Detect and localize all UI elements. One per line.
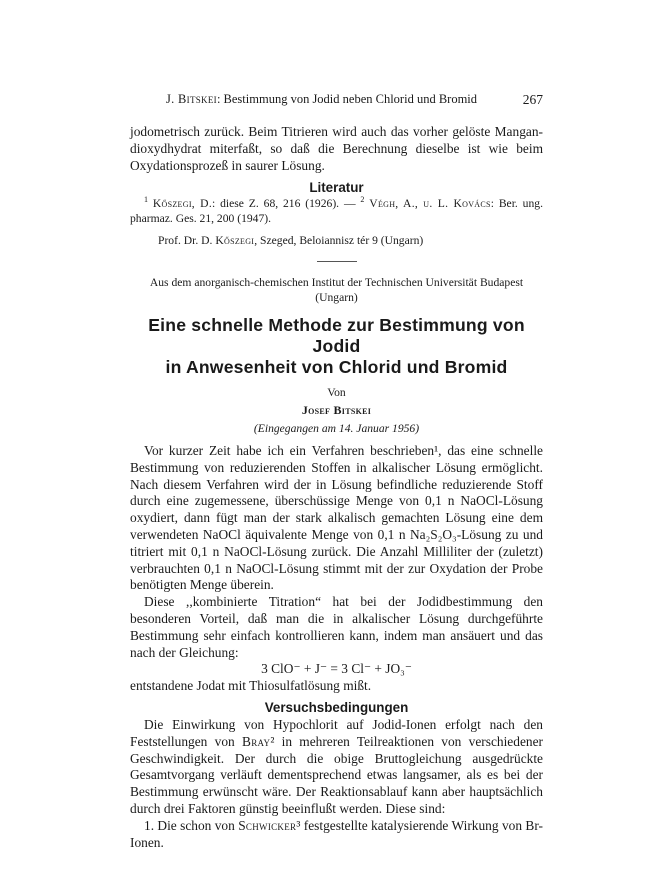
institution-line: Aus dem anorganisch-chemischen Institut der Technischen Universität Budapest (Ungarn)	[149, 276, 524, 304]
references	[130, 197, 543, 226]
para5-start: 1. Die schon von	[144, 817, 239, 833]
para5-name: Schwicker	[238, 817, 297, 833]
running-title: : Bestimmung von Jodid neben Chlorid und Bromid	[216, 92, 478, 106]
closing-paragraph: jodometrisch zurück. Beim Titrieren wird auch das vorher gelöste Mangan-dioxydhydrat miterfaßt, so daß die Berechnung dieselbe ist wie beim Oxydationsprozeß in saurer Lösung.	[130, 124, 543, 173]
para4-bray: Bray	[242, 733, 271, 749]
address-rest: , Szeged, Beloiannisz tér 9 (Ungarn)	[254, 234, 424, 248]
page-number: 267	[522, 92, 543, 107]
running-head	[166, 92, 477, 107]
paragraph-2: Diese ,,kombinierte Titration“ hat bei der Jodidbestimmung den besonderen Vorteil, daß man die in alkalischer Lösung durchgeführte Bestimmung sehr einfach kontrollieren kann, indem man ansäuert und das nach der Gleichung:	[130, 594, 543, 660]
ref1-author: Kőszegi, D.	[152, 197, 213, 211]
new-article	[130, 276, 543, 851]
received-date: (Eingegangen am 14. Januar 1956)	[253, 421, 420, 435]
author-address	[130, 234, 543, 249]
ref2-author: Végh, A., u. L. Kovács	[369, 197, 491, 211]
byline-von: Von	[327, 386, 346, 399]
ref1-text: : diese Z. 68, 216 (1926). —	[212, 197, 361, 211]
article-title	[130, 315, 543, 378]
para4-rest: ² in mehreren Teilreaktionen von verschiedener Geschwindigkeit. Der durch die obige Bruttogleichung ausgedrückte Gesamtvorgang verläuft dementsprechend etwas langsamer, als es bei der Bestimmung erwünscht wäre. Der Reaktionsablauf kann aber hauptsächlich durch drei Faktoren günstig beeinflußt werden. Diese sind:	[130, 733, 543, 816]
para5-rest: ³ festgestellte katalysierende Wirkung von Br-Ionen.	[130, 817, 543, 850]
address-name: Kőszegi	[215, 234, 255, 248]
references-heading: Literatur	[309, 180, 364, 196]
reaction-equation: 3 ClO⁻ + J⁻ = 3 Cl⁻ + JO₃⁻	[261, 661, 412, 677]
title-line-2: in Anwesenheit von Chlorid und Bromid	[165, 357, 508, 377]
para4-start: Die Einwirkung von Hypochlorit auf Jodid-Ionen erfolgt nach den Feststellungen von	[130, 716, 543, 749]
paragraph-3: entstandene Jodat mit Thiosulfatlösung mißt.	[130, 678, 372, 694]
paragraph-4	[130, 717, 543, 818]
address-prefix: Prof. Dr. D.	[158, 234, 216, 248]
ref2-number: 2	[360, 195, 365, 205]
paragraph-5	[130, 818, 543, 852]
ref1-number: 1	[144, 195, 148, 205]
ref2-text: : Ber. ung. pharmaz. Ges. 21, 200 (1947).	[130, 197, 543, 225]
author-name: Josef Bitskei	[301, 402, 372, 417]
title-line-1: Eine schnelle Methode zur Bestimmung von Jodid	[148, 315, 525, 356]
section-heading: Versuchsbedingungen	[264, 699, 409, 715]
previous-article-ending	[130, 124, 543, 262]
running-author: J. Bitskei	[166, 92, 217, 106]
separator-rule	[317, 261, 357, 262]
paragraph-1: Vor kurzer Zeit habe ich ein Verfahren beschrieben¹, das eine schnelle Bestimmung von reduzierenden Stoffen in alkalischer Lösung ermöglicht. Nach diesem Verfahren wird der in Lösung befindliche reduzierende Stoff durch eine zugemessene, überschüssige Menge von 0,1 n NaOCl-Lösung oxydiert, dann fügt man der stark alkalisch gemachten Lösung eine dem verwendeten NaOCl äquivalente Menge von 0,1 n Na₂S₂O₃-Lösung zu und titriert mit 0,1 n NaOCl-Lösung zurück. Die Anzahl Milliliter der (zuletzt) verbrauchten 0,1 n NaOCl-Lösung stimmt mit der zur Oxydation der Probe benötigten Menge überein.	[130, 443, 543, 593]
